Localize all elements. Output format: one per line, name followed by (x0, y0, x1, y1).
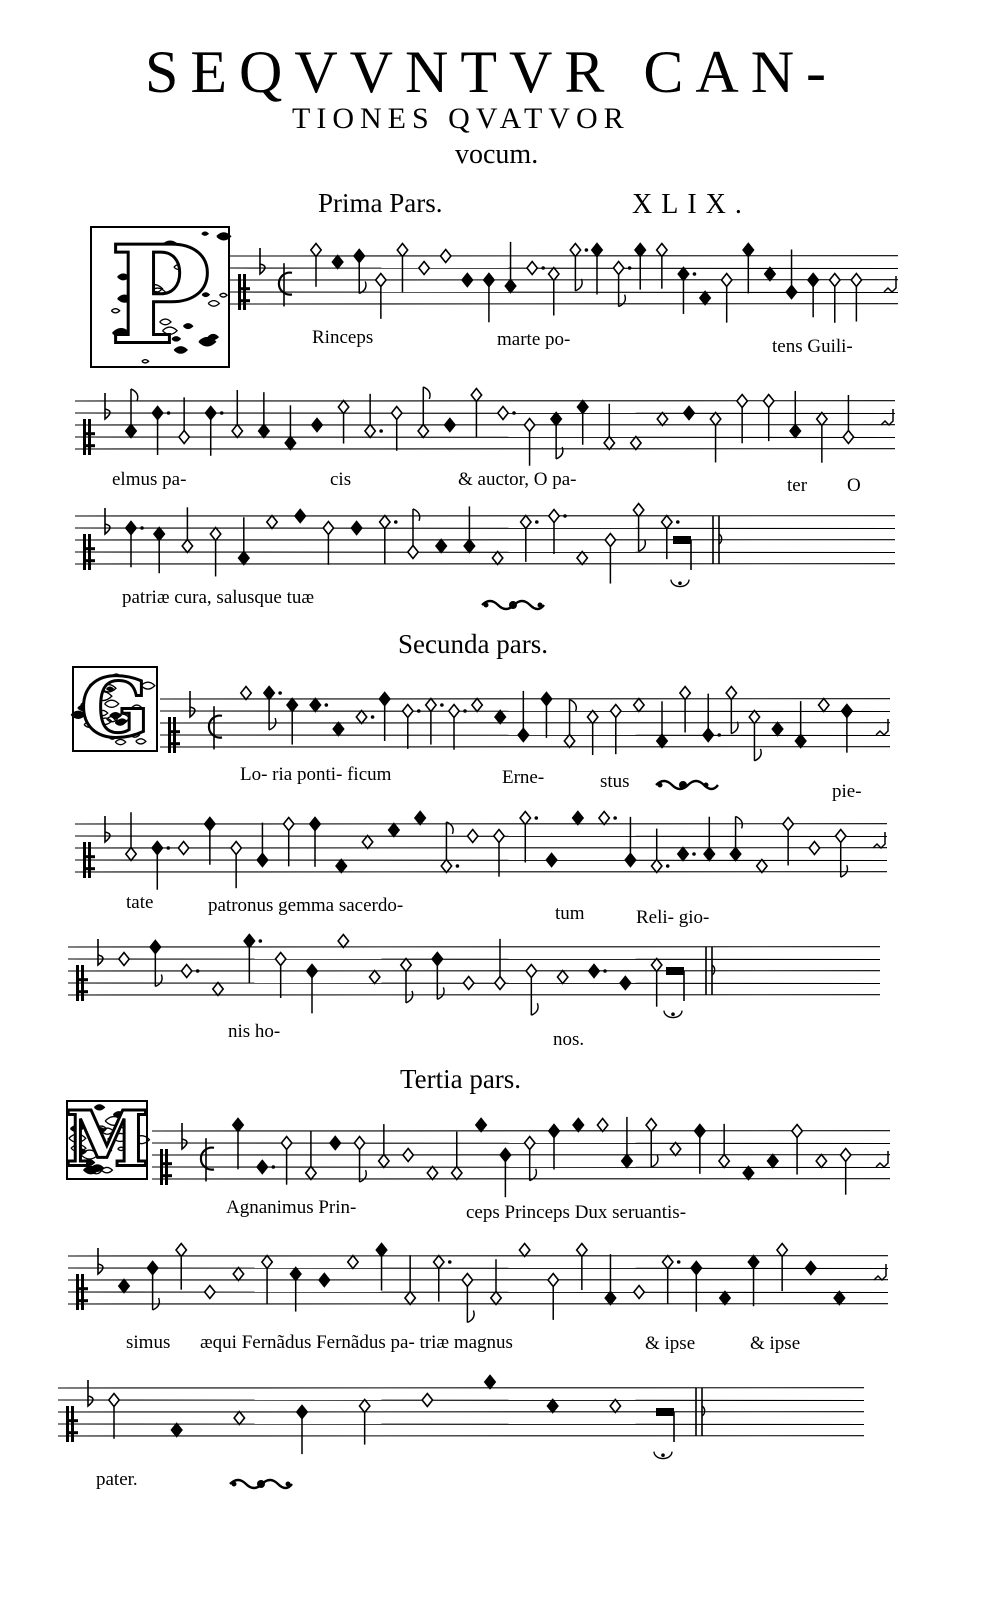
staff-tertia-2 (68, 1240, 888, 1320)
staff-prima-2 (75, 385, 895, 465)
lyric-secunda-2d: Reli- gio- (636, 907, 710, 928)
lyric-tertia-2c: & ipse (645, 1333, 696, 1354)
lyric-tertia-3a: pater. (96, 1469, 138, 1490)
decorated-initial-m (64, 1094, 150, 1184)
staff-tertia-3 (58, 1372, 864, 1452)
staff-tertia-1 (152, 1115, 890, 1195)
lyric-secunda-1d: pie- (832, 781, 862, 802)
lyric-prima-1b: marte po- (497, 329, 571, 350)
lyric-prima-1c: tens Guili- (772, 336, 853, 357)
svg-text:M: M (64, 1094, 150, 1184)
svg-text:G: G (80, 660, 150, 757)
staff-secunda-2 (75, 808, 887, 888)
lyric-tertia-2b: æqui Fernãdus Fernãdus pa- triæ magnus (200, 1332, 513, 1353)
folio-number: XLIX. (632, 189, 751, 220)
staff-prima-3 (75, 500, 895, 580)
lyric-secunda-3b: nos. (553, 1029, 585, 1050)
lyric-tertia-1a: Agnanimus Prin- (226, 1197, 357, 1218)
lyric-tertia-1b: ceps Princeps Dux seruantis- (466, 1202, 687, 1223)
staff-secunda-3 (68, 931, 880, 1011)
lyric-prima-2d: ter (787, 475, 808, 496)
staff-secunda-1 (160, 683, 890, 763)
staff-prima-1 (230, 240, 898, 320)
fleuron-ornament (480, 595, 546, 615)
fleuron-ornament-3 (228, 1474, 294, 1494)
lyric-secunda-2c: tum (555, 903, 585, 924)
lyric-secunda-1b: Erne- (502, 767, 545, 788)
title-line-1: SEQVVNTVR CAN- (145, 39, 838, 105)
lyric-prima-2a: elmus pa- (112, 469, 187, 490)
svg-text:P: P (109, 215, 211, 375)
lyric-tertia-2a: simus (126, 1332, 171, 1353)
title-line-2: TIONES QVATVOR (292, 102, 630, 135)
lyric-prima-2c: & auctor, O pa- (458, 469, 577, 490)
lyric-secunda-3a: nis ho- (228, 1021, 281, 1042)
fleuron-ornament-2 (654, 774, 712, 796)
lyric-prima-3a: patriæ cura, salusque tuæ (122, 587, 315, 608)
lyric-secunda-2b: patronus gemma sacerdo- (208, 895, 404, 916)
lyric-secunda-2a: tate (126, 892, 154, 913)
lyric-prima-2e: O (847, 475, 861, 496)
tertia-pars-heading: Tertia pars. (400, 1064, 522, 1094)
lyric-secunda-1a: Lo- ria ponti- ficum (240, 764, 392, 785)
title-line-3: vocum. (455, 139, 539, 170)
lyric-prima-2b: cis (330, 469, 352, 490)
decorated-initial-g (72, 660, 158, 757)
lyric-prima-1a: Rinceps (312, 327, 374, 348)
lyric-secunda-1c: stus (600, 771, 630, 792)
prima-pars-heading: Prima Pars. (318, 188, 443, 218)
lyric-tertia-2d: & ipse (750, 1333, 801, 1354)
secunda-pars-heading: Secunda pars. (398, 629, 548, 659)
decorated-initial-p (90, 215, 230, 375)
